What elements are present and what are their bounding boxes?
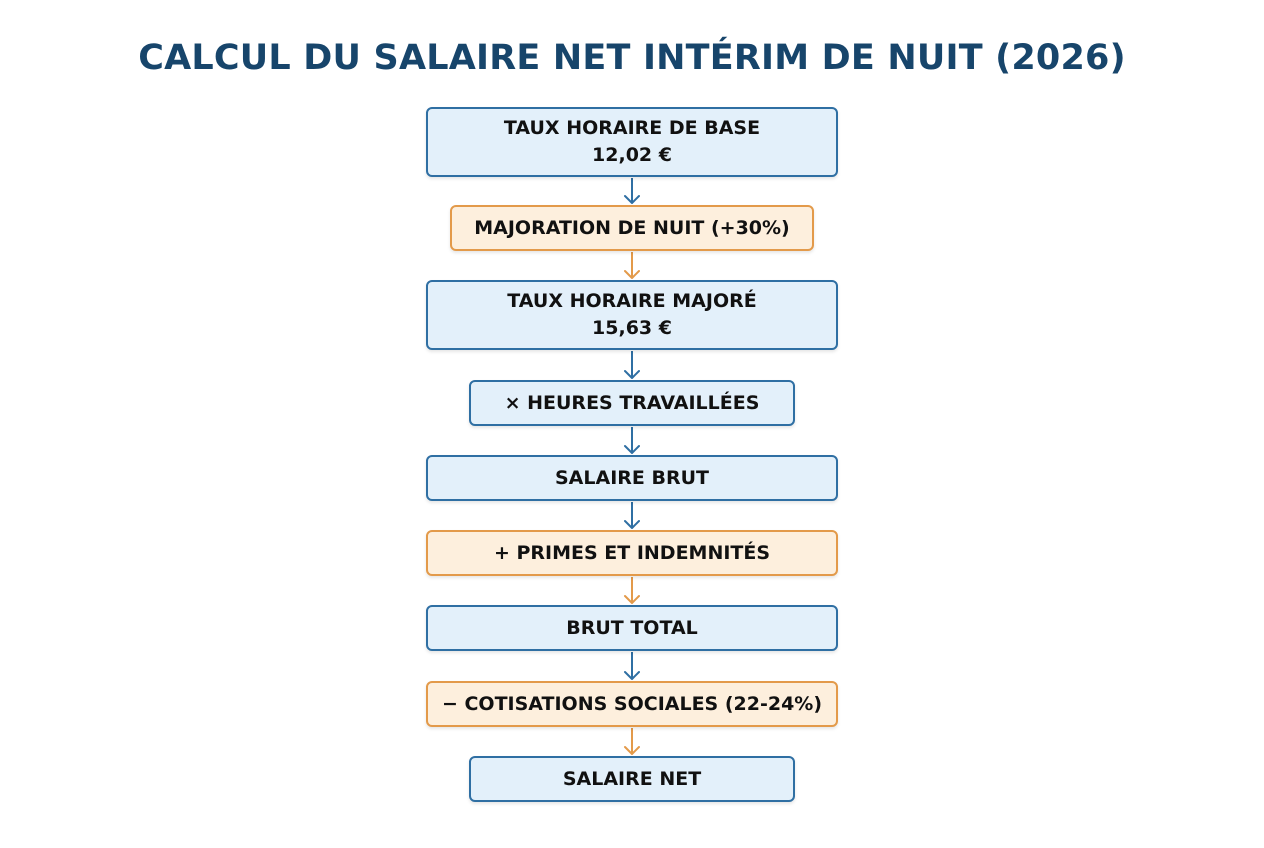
step-taux-majore bbox=[426, 280, 838, 350]
step-brut-total bbox=[426, 605, 838, 651]
arrow-majoration-nuit-to-taux-majore bbox=[625, 252, 639, 278]
step-label: × HEURES TRAVAILLÉES bbox=[504, 391, 760, 414]
step-taux-base bbox=[426, 107, 838, 177]
step-label: TAUX HORAIRE DE BASE bbox=[503, 117, 761, 139]
step-label: − COTISATIONS SOCIALES (22-24%) bbox=[441, 692, 823, 715]
step-majoration-nuit bbox=[450, 205, 814, 251]
step-label: MAJORATION DE NUIT (+30%) bbox=[474, 216, 790, 239]
step-primes-indemnites bbox=[426, 530, 838, 576]
arrow-heures-travaillees-to-salaire-brut bbox=[625, 427, 639, 453]
step-label: TAUX HORAIRE MAJORÉ bbox=[507, 290, 757, 312]
step-label: SALAIRE NET bbox=[562, 767, 702, 790]
arrow-salaire-brut-to-primes-indemnites bbox=[625, 502, 639, 528]
page-title: CALCUL DU SALAIRE NET INTÉRIM DE NUIT (2026) bbox=[138, 38, 1126, 78]
step-value: 12,02 € bbox=[592, 144, 672, 166]
arrow-cotisations-sociales-to-salaire-net bbox=[625, 728, 639, 754]
arrow-brut-total-to-cotisations-sociales bbox=[625, 652, 639, 679]
arrow-primes-indemnites-to-brut-total bbox=[625, 577, 639, 603]
arrow-taux-base-to-majoration-nuit bbox=[625, 178, 639, 203]
step-salaire-net bbox=[469, 756, 795, 802]
step-label: + PRIMES ET INDEMNITÉS bbox=[493, 541, 771, 564]
step-label: SALAIRE BRUT bbox=[555, 466, 709, 489]
step-cotisations-sociales bbox=[426, 681, 838, 727]
step-salaire-brut bbox=[426, 455, 838, 501]
step-heures-travaillees bbox=[469, 380, 795, 426]
arrow-taux-majore-to-heures-travaillees bbox=[625, 351, 639, 378]
step-label: BRUT TOTAL bbox=[566, 616, 698, 639]
step-value: 15,63 € bbox=[592, 317, 672, 339]
